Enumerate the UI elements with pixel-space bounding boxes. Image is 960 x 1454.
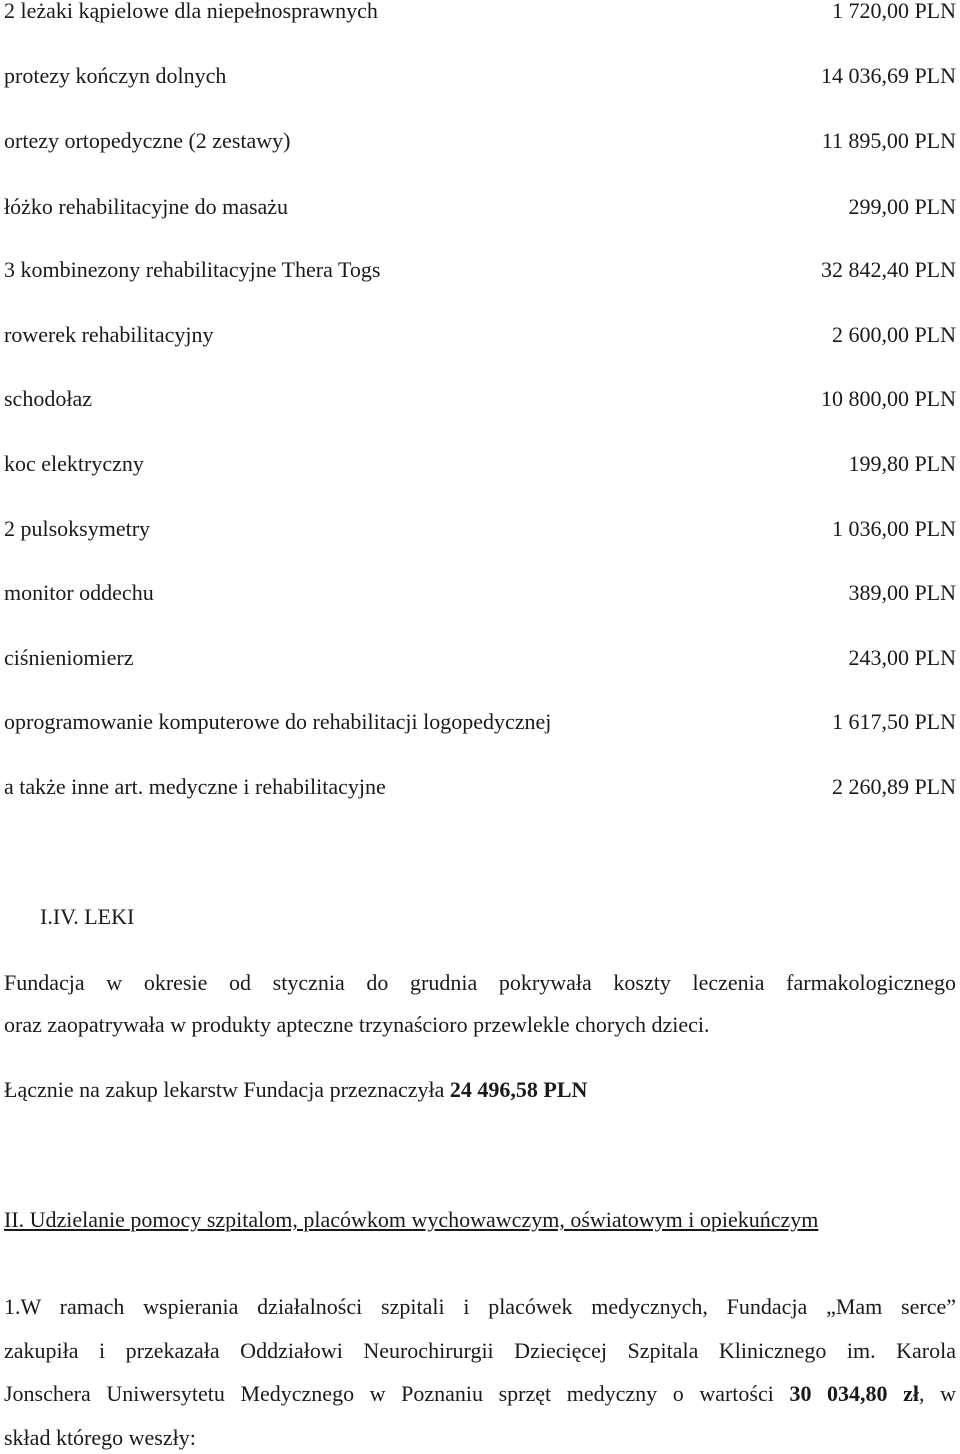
list-item	[0, 255, 960, 285]
item-amount: 1 036,00 PLN	[831, 516, 956, 541]
section-ii-amount: 30 034,80 zł	[789, 1381, 920, 1406]
item-amount: 243,00 PLN	[848, 645, 956, 670]
item-amount: 11 895,00 PLN	[821, 128, 956, 153]
item-amount: 32 842,40 PLN	[820, 257, 956, 282]
leki-total-line	[4, 1075, 587, 1105]
list-item	[0, 126, 960, 156]
item-name: 2 leżaki kąpielowe dla niepełnosprawnych	[4, 0, 378, 23]
item-name: koc elektryczny	[4, 451, 144, 476]
item-name: a także inne art. medyczne i rehabilitacyjne	[4, 774, 386, 799]
list-item	[0, 449, 960, 479]
list-item	[0, 61, 960, 91]
item-amount: 14 036,69 PLN	[820, 63, 956, 88]
list-item	[0, 643, 960, 673]
leki-total-prefix: Łącznie na zakup lekarstw Fundacja przeznaczyła	[4, 1077, 450, 1102]
list-item	[0, 384, 960, 414]
list-item	[0, 0, 960, 26]
item-name: protezy kończyn dolnych	[4, 63, 227, 88]
item-name: monitor oddechu	[4, 580, 154, 605]
list-item	[0, 578, 960, 608]
section-ii-line-1	[4, 1292, 956, 1322]
section-ii-line-3	[4, 1379, 956, 1409]
item-amount: 389,00 PLN	[848, 580, 956, 605]
item-amount: 10 800,00 PLN	[820, 386, 956, 411]
leki-paragraph-line-2: oraz zaopatrywała w produkty apteczne trzynaścioro przewlekle chorych dzieci.	[4, 1012, 710, 1037]
item-name: rowerek rehabilitacyjny	[4, 322, 214, 347]
leki-paragraph-line-1	[4, 968, 956, 998]
item-amount: 299,00 PLN	[848, 194, 956, 219]
item-name: oprogramowanie komputerowe do rehabilitacji logopedycznej	[4, 709, 552, 734]
item-amount: 199,80 PLN	[848, 451, 956, 476]
leki-paragraph-text: Fundacja w okresie od stycznia do grudnia pokrywała koszty leczenia farmakologicznego	[4, 970, 956, 995]
list-item	[0, 514, 960, 544]
section-ii-line-4: skład którego weszły:	[4, 1425, 196, 1450]
list-item	[0, 707, 960, 737]
item-name: ciśnieniomierz	[4, 645, 134, 670]
section-heading-ii: II. Udzielanie pomocy szpitalom, placówkom wychowawczym, oświatowym i opiekuńczym	[4, 1207, 819, 1232]
list-item	[0, 320, 960, 350]
leki-total-amount: 24 496,58 PLN	[449, 1077, 588, 1102]
list-item	[0, 192, 960, 222]
item-amount: 1 617,50 PLN	[831, 709, 956, 734]
section-ii-text: zakupiła i przekazała Oddziałowi Neurochirurgii Dziecięcej Szpitala Klinicznego im. Karola	[4, 1338, 956, 1363]
item-name: 3 kombinezony rehabilitacyjne Thera Togs	[4, 257, 381, 282]
item-name: schodołaz	[4, 386, 92, 411]
section-ii-line-3-text	[4, 1379, 956, 1409]
item-amount: 2 260,89 PLN	[831, 774, 956, 799]
item-name: ortezy ortopedyczne (2 zestawy)	[4, 128, 291, 153]
section-ii-line-2	[4, 1336, 956, 1366]
list-item	[0, 772, 960, 802]
section-heading-leki: I.IV. LEKI	[40, 904, 135, 929]
item-name: łóżko rehabilitacyjne do masażu	[4, 194, 289, 219]
section-ii-line-3-suffix: , w	[919, 1381, 956, 1406]
section-ii-line-3-prefix: Jonschera Uniwersytetu Medycznego w Poznaniu sprzęt medyczny o wartości	[4, 1381, 790, 1406]
item-amount: 2 600,00 PLN	[831, 322, 956, 347]
item-amount: 1 720,00 PLN	[831, 0, 956, 23]
item-name: 2 pulsoksymetry	[4, 516, 151, 541]
section-ii-text: 1.W ramach wspierania działalności szpitali i placówek medycznych, Fundacja „Mam serce”	[4, 1294, 956, 1319]
